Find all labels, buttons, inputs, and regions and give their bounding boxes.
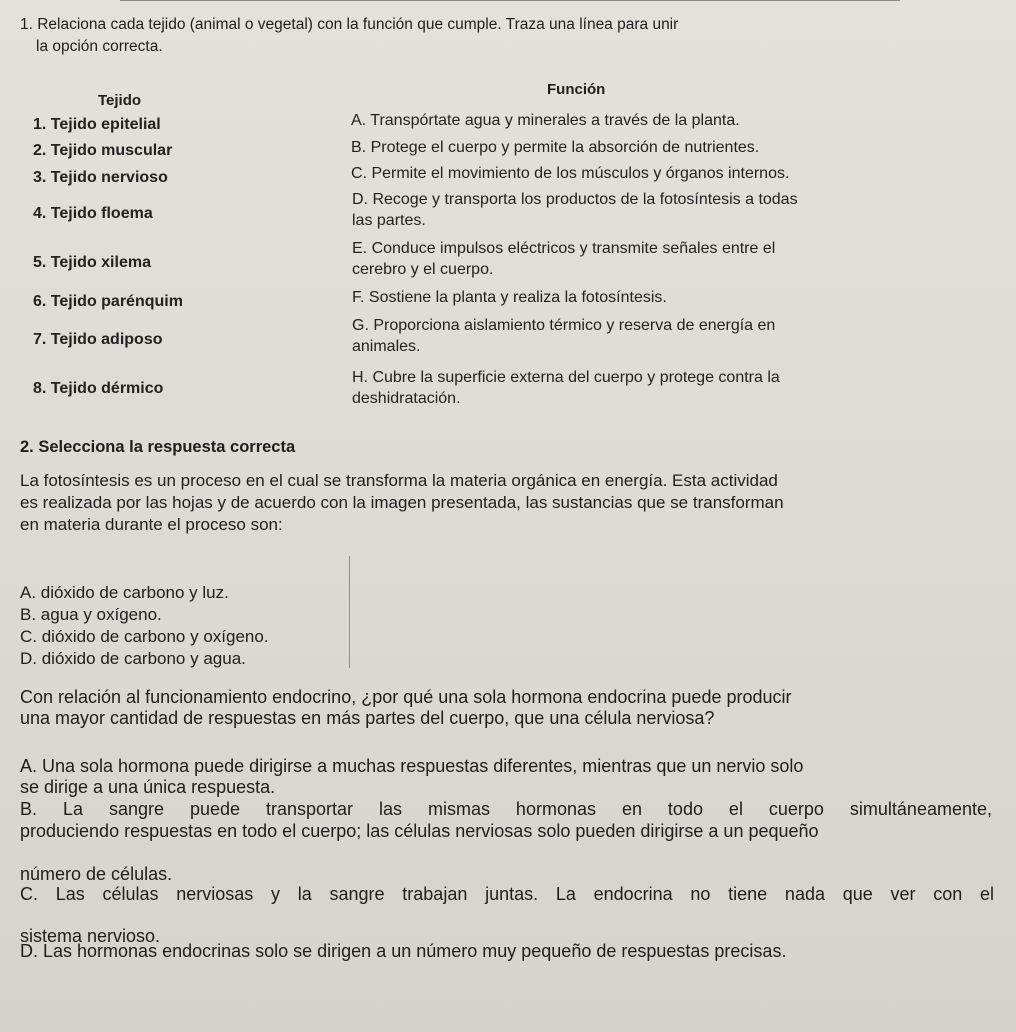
q3-option-a-cont: se dirige a una única respuesta. [20, 777, 276, 797]
q1-instruction-line1: 1. Relaciona cada tejido (animal o vegetal) con la función que cumple. Traza una línea para unir [20, 16, 679, 33]
column-header-funcion: Función [547, 81, 606, 98]
q2-option-d[interactable]: D. dióxido de carbono y agua. [20, 649, 246, 668]
function-item-e: E. Conduce impulsos eléctricos y transmite señales entre el [352, 240, 776, 257]
function-item-b: B. Protege el cuerpo y permite la absorción de nutrientes. [351, 139, 760, 156]
top-rule [120, 0, 900, 1]
q2-paragraph-line: en materia durante el proceso son: [20, 515, 283, 534]
function-item-e-cont: cerebro y el cuerpo. [352, 261, 494, 278]
q2-paragraph-line: es realizada por las hojas y de acuerdo con la imagen presentada, las sustancias que se transforman [20, 493, 784, 512]
q2-title: 2. Selecciona la respuesta correcta [20, 438, 296, 456]
q3-option-b-cont: produciendo respuestas en todo el cuerpo; las células nerviosas solo pueden dirigirse a un pequeño [20, 821, 819, 841]
q3-question-line: Con relación al funcionamiento endocrino, ¿por qué una sola hormona endocrina puede producir [20, 687, 792, 707]
q3-option-d[interactable]: D. Las hormonas endocrinas solo se dirigen a un número muy pequeño de respuestas precisas. [20, 941, 787, 961]
image-placeholder-border [349, 556, 350, 668]
function-item-h: H. Cubre la superficie externa del cuerpo y protege contra la [352, 369, 780, 386]
function-item-f: F. Sostiene la planta y realiza la fotosíntesis. [352, 289, 667, 306]
q2-option-a[interactable]: A. dióxido de carbono y luz. [20, 583, 229, 602]
q3-option-b[interactable]: B. La sangre puede transportar las mismas hormonas en todo el cuerpo simultáneamente, [20, 799, 992, 819]
tissue-item: 6. Tejido parénquim [33, 293, 183, 310]
tissue-item: 2. Tejido muscular [33, 142, 173, 159]
q3-option-c[interactable]: C. Las células nerviosas y la sangre trabajan juntas. La endocrina no tiene nada que ver con el [20, 884, 994, 904]
column-header-tejido: Tejido [98, 92, 142, 109]
function-item-g-cont: animales. [352, 338, 421, 355]
function-item-d-cont: las partes. [352, 212, 426, 229]
q3-option-a[interactable]: A. Una sola hormona puede dirigirse a muchas respuestas diferentes, mientras que un nervio solo [20, 756, 804, 776]
q3-option-c-cont: sistema nervioso. [20, 926, 161, 946]
q3-option-b-cont: número de células. [20, 864, 173, 884]
q1-instruction-line2: la opción correcta. [36, 38, 163, 55]
q2-paragraph-line: La fotosíntesis es un proceso en el cual se transforma la materia orgánica en energía. Esta actividad [20, 471, 778, 490]
tissue-item: 5. Tejido xilema [33, 254, 151, 271]
tissue-item: 3. Tejido nervioso [33, 169, 168, 186]
tissue-item: 8. Tejido dérmico [33, 380, 164, 397]
tissue-item: 1. Tejido epitelial [33, 116, 161, 133]
tissue-item: 7. Tejido adiposo [33, 331, 163, 348]
function-item-c: C. Permite el movimiento de los músculos y órganos internos. [351, 165, 790, 182]
q2-option-b[interactable]: B. agua y oxígeno. [20, 605, 162, 624]
function-item-g: G. Proporciona aislamiento térmico y reserva de energía en [352, 317, 776, 334]
q3-question-line: una mayor cantidad de respuestas en más partes del cuerpo, que una célula nerviosa? [20, 708, 715, 728]
q2-option-c[interactable]: C. dióxido de carbono y oxígeno. [20, 627, 269, 646]
tissue-item: 4. Tejido floema [33, 205, 153, 222]
function-item-d: D. Recoge y transporta los productos de la fotosíntesis a todas [352, 191, 798, 208]
function-item-h-cont: deshidratación. [352, 390, 461, 407]
function-item-a: A. Transpórtate agua y minerales a través de la planta. [351, 112, 740, 129]
